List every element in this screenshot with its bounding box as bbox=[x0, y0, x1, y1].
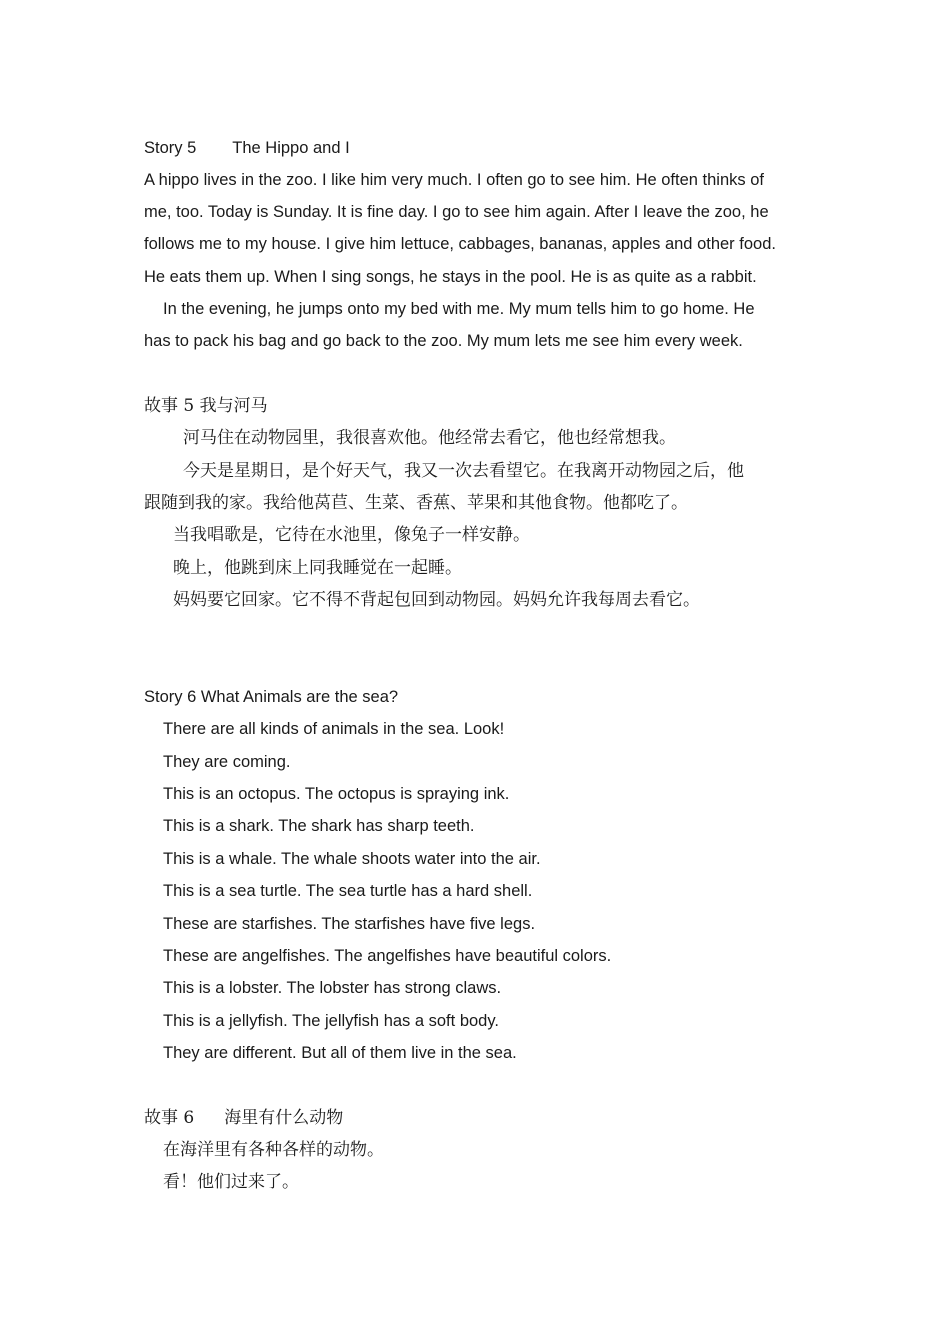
story6-line: There are all kinds of animals in the sea. Look! bbox=[163, 720, 505, 738]
story5-zh-line: 妈妈要它回家。它不得不背起包回到动物园。妈妈允许我每周去看它。 bbox=[173, 590, 700, 610]
story5-line: has to pack his bag and go back to the zoo. My mum lets me see him every week. bbox=[144, 332, 743, 350]
story5-line: me, too. Today is Sunday. It is fine day. I go to see him again. After I leave the zoo, he bbox=[144, 203, 769, 221]
story6-zh-label: 故事 6 bbox=[144, 1108, 195, 1128]
story6-line: They are different. But all of them live in the sea. bbox=[163, 1044, 517, 1062]
story6-line: This is a whale. The whale shoots water into the air. bbox=[163, 850, 541, 868]
story6-line: This is a lobster. The lobster has strong claws. bbox=[163, 979, 502, 997]
story5-zh-heading: 故事 5 我与河马 bbox=[144, 396, 268, 416]
story6-zh-heading bbox=[144, 1108, 343, 1128]
story5-line: He eats them up. When I sing songs, he stays in the pool. He is as quite as a rabbit. bbox=[144, 268, 757, 286]
story5-line: In the evening, he jumps onto my bed with me. My mum tells him to go home. He bbox=[163, 300, 755, 318]
story5-label: Story 5 bbox=[144, 139, 197, 157]
story6-line: These are starfishes. The starfishes have five legs. bbox=[163, 915, 536, 933]
story5-zh-line: 今天是星期日，是个好天气，我又一次去看望它。在我离开动物园之后，他 bbox=[183, 461, 744, 481]
story5-line: A hippo lives in the zoo. I like him very much. I often go to see him. He often thinks of bbox=[144, 171, 764, 189]
story6-zh-title: 海里有什么动物 bbox=[224, 1108, 344, 1128]
story6-zh-line: 在海洋里有各种各样的动物。 bbox=[163, 1140, 384, 1160]
story5-zh-line: 跟随到我的家。我给他莴苣、生菜、香蕉、苹果和其他食物。他都吃了。 bbox=[144, 493, 688, 513]
story6-line: They are coming. bbox=[163, 753, 291, 771]
story5-zh-line: 晚上，他跳到床上同我睡觉在一起睡。 bbox=[173, 558, 462, 578]
story6-zh-line: 看！他们过来了。 bbox=[163, 1172, 299, 1192]
story6-line: These are angelfishes. The angelfishes have beautiful colors. bbox=[163, 947, 612, 965]
story5-zh-line: 河马住在动物园里，我很喜欢他。他经常去看它，他也经常想我。 bbox=[183, 428, 676, 448]
story6-heading: Story 6 What Animals are the sea? bbox=[144, 688, 399, 706]
story6-line: This is a jellyfish. The jellyfish has a soft body. bbox=[163, 1012, 499, 1030]
story6-line: This is an octopus. The octopus is spraying ink. bbox=[163, 785, 510, 803]
story6-line: This is a shark. The shark has sharp teeth. bbox=[163, 817, 475, 835]
story5-title: The Hippo and I bbox=[232, 139, 350, 157]
story5-zh-line: 当我唱歌是，它待在水池里，像兔子一样安静。 bbox=[173, 525, 530, 545]
story5-heading bbox=[144, 138, 350, 158]
story6-line: This is a sea turtle. The sea turtle has a hard shell. bbox=[163, 882, 533, 900]
story5-line: follows me to my house. I give him lettuce, cabbages, bananas, apples and other food. bbox=[144, 235, 776, 253]
